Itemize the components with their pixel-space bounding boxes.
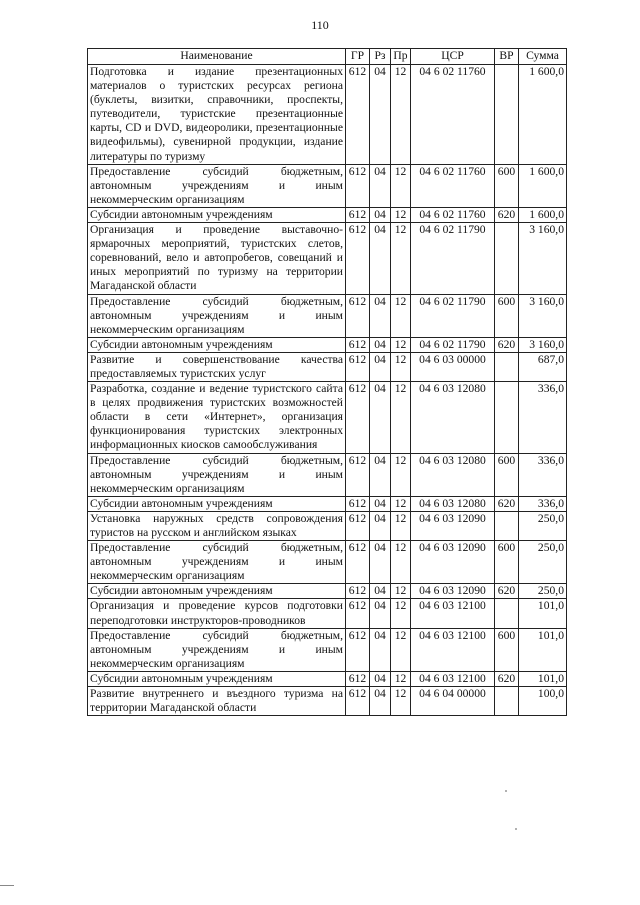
cell-csr: 04 6 04 00000 (411, 687, 495, 716)
cell-csr: 04 6 03 12090 (411, 511, 495, 540)
cell-sum: 101,0 (519, 671, 567, 686)
cell-sum: 687,0 (519, 352, 567, 381)
cell-name: Организация и проведение курсов подготовки переподготовки инструкторов-проводников (88, 599, 346, 628)
cell-name: Установка наружных средств сопровождения туристов на русском и английском языках (88, 511, 346, 540)
cell-vr (495, 599, 519, 628)
table-row (88, 164, 567, 207)
cell-name: Предоставление субсидий бюджетным, автономным учреждениям и иным некоммерческим организациям (88, 628, 346, 671)
cell-gr: 612 (346, 294, 370, 337)
cell-sum: 101,0 (519, 599, 567, 628)
cell-name: Субсидии автономным учреждениям (88, 671, 346, 686)
cell-sum: 3 160,0 (519, 294, 567, 337)
cell-pr: 12 (391, 584, 411, 599)
cell-vr: 620 (495, 584, 519, 599)
table-row (88, 541, 567, 584)
cell-gr: 612 (346, 382, 370, 453)
cell-rz: 04 (370, 223, 391, 294)
cell-vr (495, 223, 519, 294)
cell-csr: 04 6 03 12100 (411, 628, 495, 671)
cell-sum: 336,0 (519, 382, 567, 453)
cell-vr: 620 (495, 496, 519, 511)
cell-csr: 04 6 02 11760 (411, 207, 495, 222)
cell-sum: 250,0 (519, 584, 567, 599)
cell-sum: 3 160,0 (519, 223, 567, 294)
cell-gr: 612 (346, 65, 370, 165)
header-rz: Рз (370, 49, 391, 65)
cell-vr: 600 (495, 164, 519, 207)
table-header-row (88, 49, 567, 65)
cell-gr: 612 (346, 687, 370, 716)
cell-pr: 12 (391, 352, 411, 381)
page-number: 110 (311, 18, 329, 32)
cell-pr: 12 (391, 671, 411, 686)
cell-pr: 12 (391, 599, 411, 628)
cell-gr: 612 (346, 584, 370, 599)
cell-name: Подготовка и издание презентационных материалов о туристских ресурсах региона (буклеты, визитки, справочники, проспекты, путеводители, туристские презентационные карты, CD и DVD, видеоролики, презентационные видеофильмы), сувенирной продукции, издание литературы по туризму (88, 65, 346, 165)
cell-rz: 04 (370, 164, 391, 207)
table-row (88, 207, 567, 222)
cell-rz: 04 (370, 671, 391, 686)
cell-sum: 101,0 (519, 628, 567, 671)
cell-name: Развитие внутреннего и въездного туризма на территории Магаданской области (88, 687, 346, 716)
cell-vr: 600 (495, 453, 519, 496)
table-row (88, 687, 567, 716)
cell-vr: 600 (495, 628, 519, 671)
cell-pr: 12 (391, 687, 411, 716)
cell-gr: 612 (346, 496, 370, 511)
scan-edge-mark (0, 885, 14, 886)
cell-pr: 12 (391, 496, 411, 511)
header-pr: Пр (391, 49, 411, 65)
header-sum: Сумма (519, 49, 567, 65)
table-row (88, 453, 567, 496)
cell-csr: 04 6 02 11790 (411, 337, 495, 352)
table-row (88, 511, 567, 540)
cell-gr: 612 (346, 352, 370, 381)
cell-rz: 04 (370, 687, 391, 716)
table-row (88, 352, 567, 381)
cell-name: Субсидии автономным учреждениям (88, 496, 346, 511)
cell-sum: 3 160,0 (519, 337, 567, 352)
cell-rz: 04 (370, 65, 391, 165)
cell-vr: 620 (495, 337, 519, 352)
cell-name: Предоставление субсидий бюджетным, автономным учреждениям и иным некоммерческим организациям (88, 453, 346, 496)
cell-rz: 04 (370, 453, 391, 496)
cell-csr: 04 6 03 12090 (411, 541, 495, 584)
cell-rz: 04 (370, 207, 391, 222)
cell-name: Субсидии автономным учреждениям (88, 207, 346, 222)
table-row (88, 628, 567, 671)
cell-gr: 612 (346, 453, 370, 496)
cell-rz: 04 (370, 382, 391, 453)
cell-sum: 1 600,0 (519, 164, 567, 207)
cell-rz: 04 (370, 584, 391, 599)
cell-rz: 04 (370, 352, 391, 381)
cell-name: Организация и проведение выставочно-ярмарочных мероприятий, туристских слетов, соревнований, вело и автопробегов, совещаний и иных мероприятий по туризму на территории Магаданской области (88, 223, 346, 294)
cell-rz: 04 (370, 496, 391, 511)
cell-rz: 04 (370, 337, 391, 352)
cell-pr: 12 (391, 628, 411, 671)
budget-table (87, 48, 567, 716)
cell-rz: 04 (370, 294, 391, 337)
cell-name: Развитие и совершенствование качества предоставляемых туристских услуг (88, 352, 346, 381)
cell-gr: 612 (346, 628, 370, 671)
header-vr: ВР (495, 49, 519, 65)
cell-pr: 12 (391, 294, 411, 337)
cell-sum: 336,0 (519, 496, 567, 511)
cell-rz: 04 (370, 511, 391, 540)
table-row (88, 294, 567, 337)
cell-csr: 04 6 02 11790 (411, 223, 495, 294)
cell-vr: 600 (495, 541, 519, 584)
cell-vr (495, 65, 519, 165)
cell-vr: 620 (495, 207, 519, 222)
cell-name: Разработка, создание и ведение туристского сайта в целях продвижения туристских возможностей области в сети «Интернет», организация функционирования туристских электронных информационных киосков самообслуживания (88, 382, 346, 453)
cell-csr: 04 6 03 12100 (411, 599, 495, 628)
header-gr: ГР (346, 49, 370, 65)
header-name: Наименование (88, 49, 346, 65)
cell-pr: 12 (391, 511, 411, 540)
cell-sum: 336,0 (519, 453, 567, 496)
cell-name: Предоставление субсидий бюджетным, автономным учреждениям и иным некоммерческим организациям (88, 164, 346, 207)
cell-csr: 04 6 02 11790 (411, 294, 495, 337)
cell-csr: 04 6 03 12080 (411, 382, 495, 453)
cell-csr: 04 6 03 12080 (411, 496, 495, 511)
cell-pr: 12 (391, 337, 411, 352)
cell-vr: 600 (495, 294, 519, 337)
cell-rz: 04 (370, 541, 391, 584)
cell-csr: 04 6 02 11760 (411, 164, 495, 207)
cell-pr: 12 (391, 223, 411, 294)
cell-name: Предоставление субсидий бюджетным, автономным учреждениям и иным некоммерческим организациям (88, 541, 346, 584)
cell-gr: 612 (346, 511, 370, 540)
cell-gr: 612 (346, 207, 370, 222)
scan-speck (505, 790, 507, 792)
table-row (88, 382, 567, 453)
table-row (88, 223, 567, 294)
cell-pr: 12 (391, 164, 411, 207)
table-row (88, 599, 567, 628)
cell-name: Предоставление субсидий бюджетным, автономным учреждениям и иным некоммерческим организациям (88, 294, 346, 337)
cell-gr: 612 (346, 337, 370, 352)
cell-pr: 12 (391, 207, 411, 222)
cell-vr: 620 (495, 671, 519, 686)
table-row (88, 337, 567, 352)
cell-rz: 04 (370, 599, 391, 628)
cell-vr (495, 382, 519, 453)
cell-csr: 04 6 02 11760 (411, 65, 495, 165)
cell-pr: 12 (391, 382, 411, 453)
cell-sum: 1 600,0 (519, 207, 567, 222)
cell-gr: 612 (346, 541, 370, 584)
table-row (88, 496, 567, 511)
cell-sum: 1 600,0 (519, 65, 567, 165)
cell-gr: 612 (346, 671, 370, 686)
cell-gr: 612 (346, 599, 370, 628)
scan-speck (515, 828, 517, 830)
cell-vr (495, 352, 519, 381)
cell-sum: 250,0 (519, 511, 567, 540)
table-body (88, 65, 567, 716)
header-csr: ЦСР (411, 49, 495, 65)
cell-pr: 12 (391, 453, 411, 496)
cell-csr: 04 6 03 12080 (411, 453, 495, 496)
cell-csr: 04 6 03 12100 (411, 671, 495, 686)
cell-pr: 12 (391, 65, 411, 165)
cell-gr: 612 (346, 223, 370, 294)
cell-csr: 04 6 03 00000 (411, 352, 495, 381)
cell-vr (495, 687, 519, 716)
cell-sum: 250,0 (519, 541, 567, 584)
cell-name: Субсидии автономным учреждениям (88, 584, 346, 599)
cell-rz: 04 (370, 628, 391, 671)
cell-gr: 612 (346, 164, 370, 207)
cell-vr (495, 511, 519, 540)
cell-name: Субсидии автономным учреждениям (88, 337, 346, 352)
cell-csr: 04 6 03 12090 (411, 584, 495, 599)
table-row (88, 65, 567, 165)
table-row (88, 584, 567, 599)
cell-pr: 12 (391, 541, 411, 584)
table-row (88, 671, 567, 686)
cell-sum: 100,0 (519, 687, 567, 716)
